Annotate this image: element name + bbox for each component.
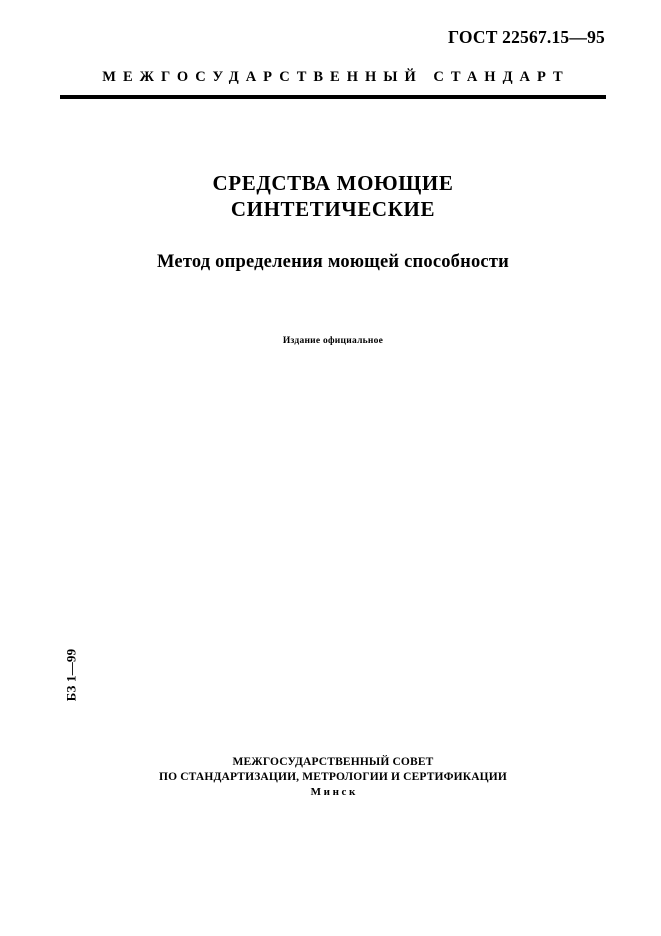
document-title-line-1: СРЕДСТВА МОЮЩИЕ xyxy=(212,171,454,195)
footer-organization-line-1: МЕЖГОСУДАРСТВЕННЫЙ СОВЕТ xyxy=(232,756,434,768)
standard-type-heading: МЕЖГОСУДАРСТВЕННЫЙ СТАНДАРТ xyxy=(102,69,570,85)
side-margin-code-text: БЗ 1—99 xyxy=(63,648,79,702)
footer-organization-line-2: ПО СТАНДАРТИЗАЦИИ, МЕТРОЛОГИИ И СЕРТИФИКАЦИИ xyxy=(159,770,507,783)
document-subtitle: Метод определения моющей способности xyxy=(156,252,509,272)
footer-city: Минск xyxy=(310,786,358,798)
side-margin-code xyxy=(44,648,98,702)
document-title-line-2: СИНТЕТИЧЕСКИЕ xyxy=(230,197,436,221)
document-footer xyxy=(60,755,606,800)
standard-number: ГОСТ 22567.15—95 xyxy=(447,27,605,47)
official-edition-note: Издание официальное xyxy=(282,336,384,346)
header-divider-rule xyxy=(60,95,606,99)
document-title xyxy=(60,170,606,222)
